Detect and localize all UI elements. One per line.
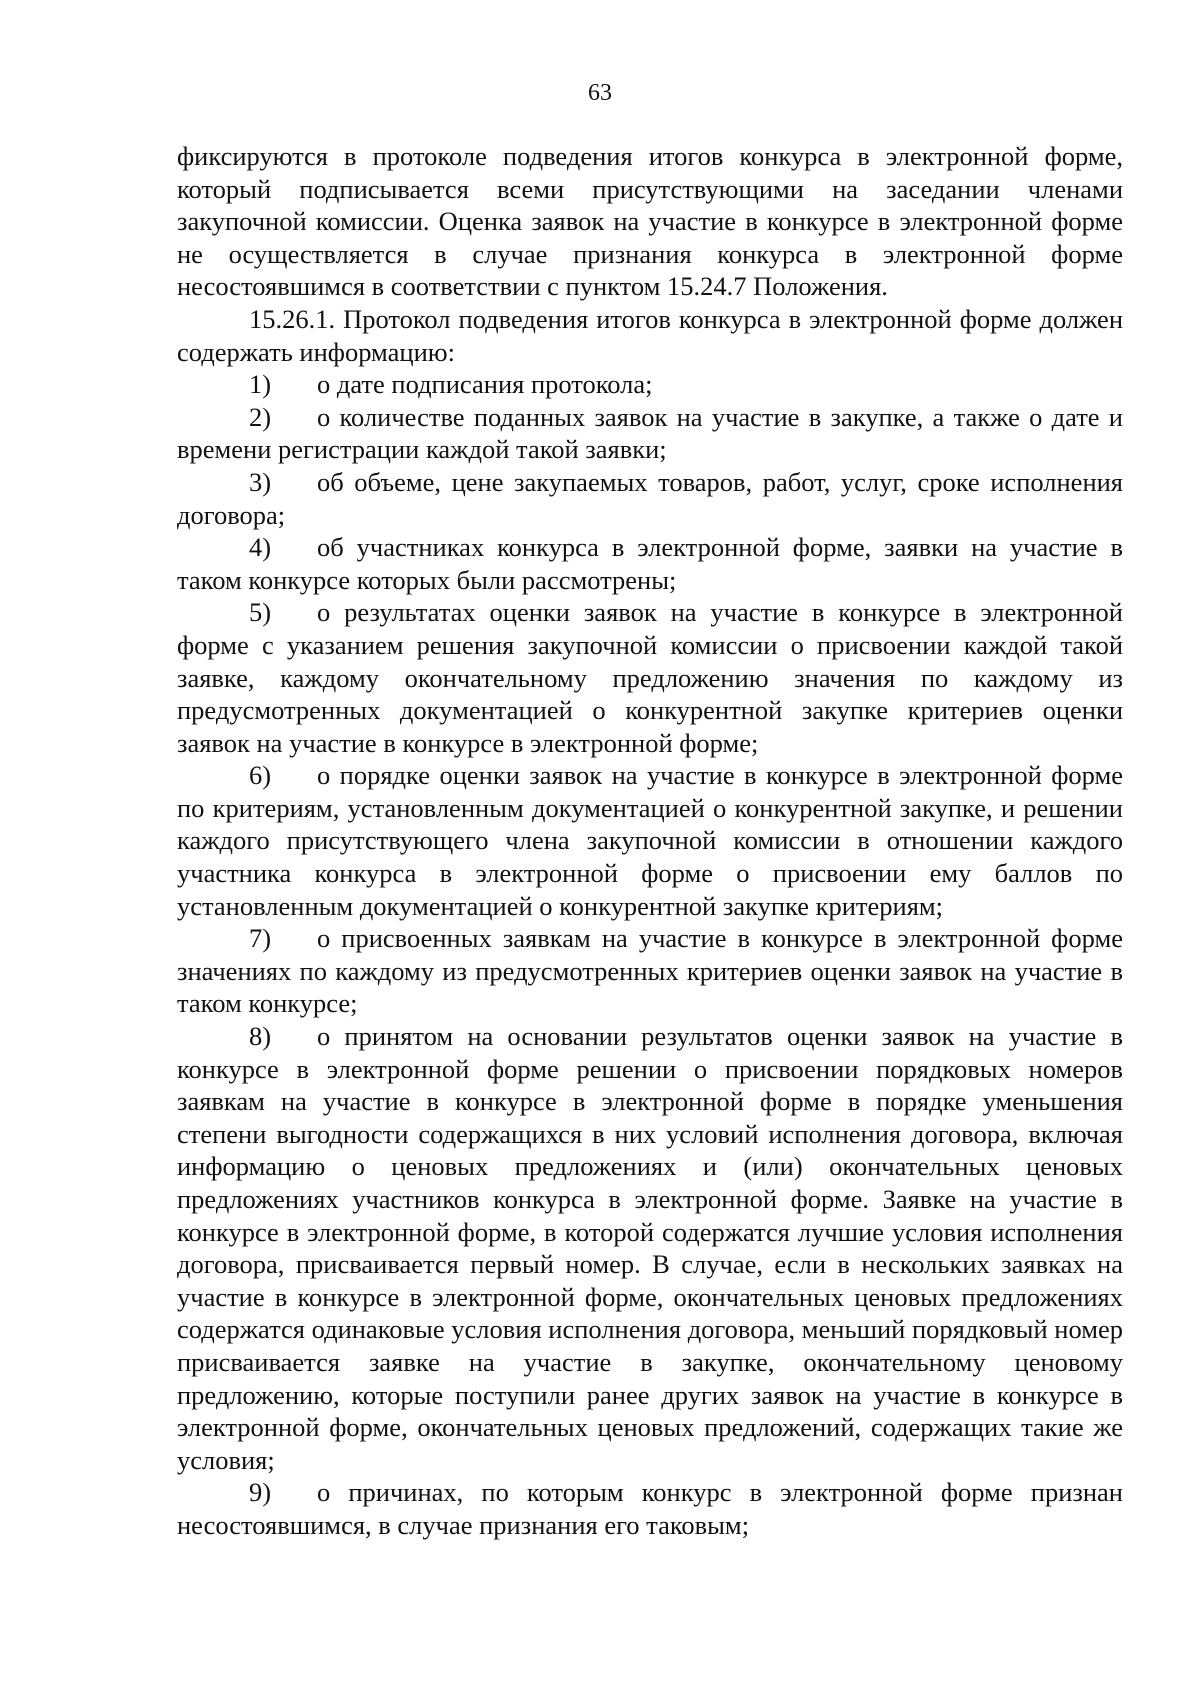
document-body — [177, 140, 1123, 1542]
list-item-number: 4) — [249, 532, 272, 563]
list-item — [177, 401, 1123, 466]
list-item-number: 3) — [249, 466, 272, 497]
list-item — [177, 1020, 1123, 1476]
intro-paragraph: фиксируются в протоколе подведения итогов конкурса в электронной форме, который подписывается всеми присутствующими на заседании членами закупочной комиссии. Оценка заявок на участие в конкурсе в электронной форме не осуществляется в случае признания конкурса в электронной форме несостоявшимся в соответствии с пунктом 15.24.7 Положения. — [177, 141, 1123, 302]
list-item-text: о принятом на основании результатов оценки заявок на участие в конкурсе в электронной форме решении о присвоении порядковых номеров заявкам на участие в конкурсе в электронной форме в порядке уменьшения степени выгодности содержащихся в них условий исполнения договора, включая информацию о ценовых предложениях и (или) окончательных ценовых предложениях участников конкурса в электронной форме. Заявке на участие в конкурсе в электронной форме, в которой содержатся лучшие условия исполнения договора, присваивается первый номер. В случае, если в нескольких заявках на участие в конкурсе в электронной форме, окончательных ценовых предложениях содержатся одинаковые условия исполнения договора, меньший порядковый номер присваивается заявке на участие в закупке, окончательному ценовому предложению, которые поступили ранее других заявок на участие в конкурсе в электронной форме, окончательных ценовых предложений, содержащих такие же условия; — [177, 1021, 1123, 1475]
list-item — [177, 368, 1123, 401]
list-item-text: о причинах, по которым конкурс в электронной форме признан несостоявшимся, в случае признания его таковым; — [177, 1477, 1123, 1540]
list-item-text: о дате подписания протокола; — [317, 369, 653, 400]
list-item — [177, 596, 1123, 759]
page-number: 63 — [588, 80, 612, 106]
list-item — [177, 531, 1123, 596]
list-item-text: об участниках конкурса в электронной форме, заявки на участие в таком конкурсе которых были рассмотрены; — [177, 532, 1123, 595]
list-item-number: 1) — [249, 369, 272, 400]
clause-paragraph: 15.26.1. Протокол подведения итогов конкурса в электронной форме должен содержать информацию: — [177, 303, 1123, 367]
list-item-number: 8) — [249, 1021, 272, 1052]
list-item — [177, 759, 1123, 922]
list-item — [177, 1476, 1123, 1541]
list-item — [177, 466, 1123, 531]
list-item-number: 5) — [249, 597, 272, 628]
list-item-text: о количестве поданных заявок на участие в закупке, а также о дате и времени регистрации каждой такой заявки; — [177, 401, 1123, 465]
list-item-text: о присвоенных заявкам на участие в конкурсе в электронной форме значениях по каждому из предусмотренных критериев оценки заявок на участие в таком конкурсе; — [177, 923, 1123, 1019]
list-item-number: 2) — [249, 401, 272, 432]
list-item-number: 6) — [249, 760, 272, 791]
list-item-text: о порядке оценки заявок на участие в конкурсе в электронной форме по критериям, установленным документацией о конкурентной закупке, и решении каждого присутствующего члена закупочной комиссии в отношении каждого участника конкурса в электронной форме о присвоении ему баллов по установленным документацией о конкурентной закупке критериям; — [177, 760, 1123, 921]
list-item-number: 7) — [249, 923, 272, 954]
list-item-text: об объеме, цене закупаемых товаров, работ, услуг, сроке исполнения договора; — [177, 466, 1123, 530]
list-item — [177, 922, 1123, 1020]
list-item-number: 9) — [249, 1477, 272, 1508]
list-item-text: о результатах оценки заявок на участие в конкурсе в электронной форме с указанием решения закупочной комиссии о присвоении каждой такой заявке, каждому окончательному предложению значения по каждому из предусмотренных документацией о конкурентной закупке критериев оценки заявок на участие в конкурсе в электронной форме; — [177, 597, 1123, 758]
